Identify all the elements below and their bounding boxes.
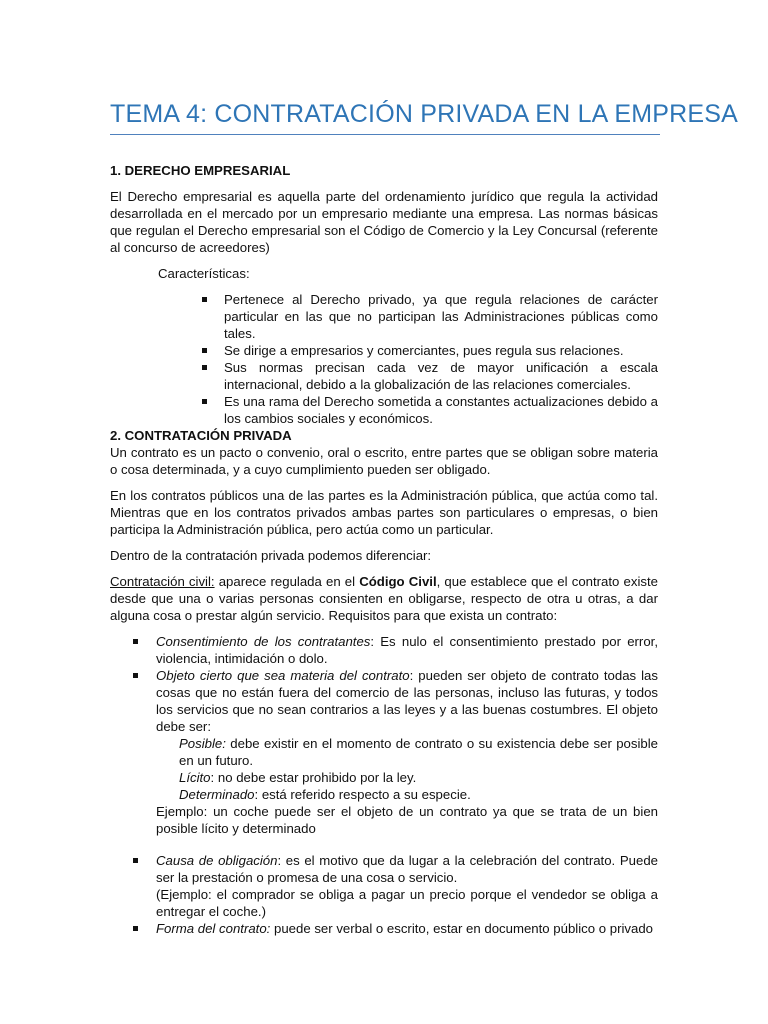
requisito-consentimiento: Consentimiento de los contratantes: Es nulo el consentimiento prestado por error, violencia, intimidación o dolo. <box>110 633 658 667</box>
codigo-civil-term: Código Civil <box>359 574 437 589</box>
section-2-paragraph-2: En los contratos públicos una de las partes es la Administración pública, que actúa como tal. Mientras que en los contratos privados ambas partes son particulares o empresas, o bien participa la Administración pública, pero actúa como un particular. <box>110 488 658 537</box>
requisito-forma: Forma del contrato: puede ser verbal o escrito, estar en documento público o privado <box>110 920 658 937</box>
list-item: Es una rama del Derecho sometida a constantes actualizaciones debido a los cambios sociales y económicos. <box>110 393 658 427</box>
ejemplo-objeto: Ejemplo: un coche puede ser el objeto de un contrato ya que se trata de un bien posible lícito y determinado <box>156 804 658 836</box>
document-title: TEMA 4: CONTRATACIÓN PRIVADA EN LA EMPRESA <box>110 100 660 135</box>
requisito-objeto: Objeto cierto que sea materia del contrato: pueden ser objeto de contrato todas las cosas que no están fuera del comercio de las personas, incluso las futuras, y todos los servicios que no sean contrarios a las leyes y a las buenas costumbres. El objeto debe ser: Posible: debe existir en el momento de contrato o su existencia debe ser posible en un futuro. Lícito: no debe estar prohibido por la ley. Determinado: está referido respecto a su especie. Ejemplo: un coche puede ser el objeto de un contrato ya que se trata de un bien posible lícito y determinado <box>110 667 658 837</box>
caracteristicas-list <box>110 291 658 427</box>
document-body <box>110 162 658 937</box>
list-item: Sus normas precisan cada vez de mayor unificación a escala internacional, debido a la globalización de las relaciones comerciales. <box>110 359 658 393</box>
requisitos-list <box>110 633 658 937</box>
section-1-paragraph: El Derecho empresarial es aquella parte del ordenamiento jurídico que regula la actividad desarrollada en el mercado por un empresario mediante una empresa. Las normas básicas que regulan el Derecho empresarial son el Código de Comercio y la Ley Concursal (referente al concurso de acreedores) <box>110 189 658 255</box>
contratacion-civil-label: Contratación civil: <box>110 574 215 589</box>
objeto-determinado: Determinado: está referido respecto a su especie. <box>179 787 471 802</box>
list-item: Se dirige a empresarios y comerciantes, pues regula sus relaciones. <box>110 342 658 359</box>
section-2-heading: 2. CONTRATACIÓN PRIVADA <box>110 428 292 443</box>
list-item: Pertenece al Derecho privado, ya que regula relaciones de carácter particular en las que no participan las Administraciones públicas como tales. <box>110 291 658 342</box>
objeto-posible: Posible: debe existir en el momento de contrato o su existencia debe ser posible en un futuro. <box>179 736 658 768</box>
section-2-paragraph-3: Dentro de la contratación privada podemos diferenciar: <box>110 548 432 563</box>
requisito-causa: Causa de obligación: es el motivo que da lugar a la celebración del contrato. Puede ser la prestación o promesa de una cosa o servicio. (Ejemplo: el comprador se obliga a pagar un precio porque el vendedor se obliga a entregar el coche.) <box>110 852 658 920</box>
section-1-heading: 1. DERECHO EMPRESARIAL <box>110 163 291 178</box>
section-2-paragraph-1: Un contrato es un pacto o convenio, oral o escrito, entre partes que se obligan sobre materia o cosa determinada, y a cuyo cumplimiento pueden ser obligado. <box>110 445 658 477</box>
contratacion-civil-paragraph: Contratación civil: aparece regulada en el Código Civil, que establece que el contrato existe desde que una o varias personas consienten en obligarse, respecto de otra u otras, a dar alguna cosa o prestar algún servicio. Requisitos para que exista un contrato: <box>110 574 658 623</box>
caracteristicas-label: Características: <box>158 266 250 281</box>
objeto-licito: Lícito: no debe estar prohibido por la ley. <box>179 770 417 785</box>
ejemplo-causa: (Ejemplo: el comprador se obliga a pagar un precio porque el vendedor se obliga a entregar el coche.) <box>156 887 658 919</box>
